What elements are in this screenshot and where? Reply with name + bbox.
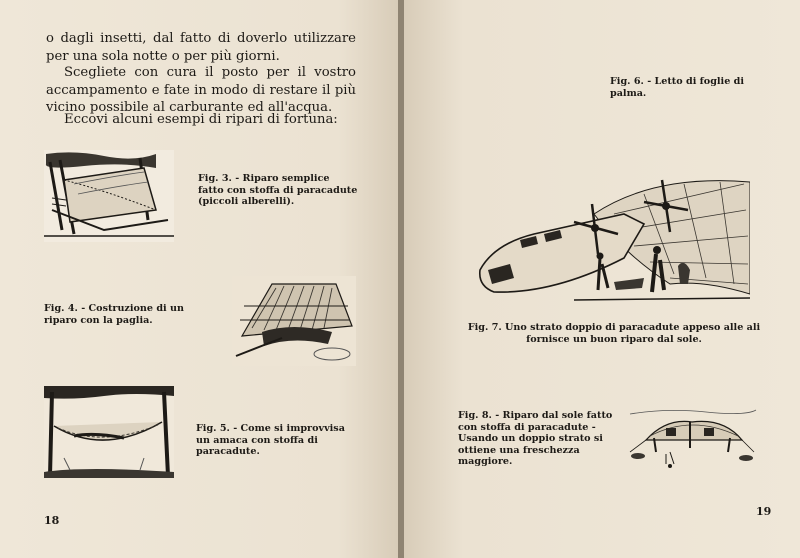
fig4-straw-shelter-illustration: [232, 276, 356, 366]
fig5-text: Come si improvvisa un amaca con stoffa di paracadute.: [196, 423, 345, 457]
fig6-label: Fig. 6. -: [610, 76, 652, 87]
fig7-text: Uno strato doppio di paracadute appeso alle ali fornisce un buon riparo dal sole.: [505, 322, 761, 345]
left-page: [0, 0, 398, 558]
fig7-label: Fig. 7.: [467, 322, 502, 333]
fig5-label: Fig. 5. -: [196, 423, 238, 434]
page-number-right: 19: [756, 505, 772, 518]
paragraph-1: o dagli insetti, dal fatto di doverlo utilizzare per una sola notte o per più giorni.: [46, 31, 356, 64]
fig8-text: Riparo dal sole fatto con stoffa di paracadute - Usando un doppio strato si ottiene una freschezza maggiore.: [458, 410, 613, 467]
fig3-caption: [198, 173, 358, 208]
fig5-caption: [196, 423, 358, 458]
fig4-label: Fig. 4. -: [44, 303, 86, 314]
fig6-caption: [610, 76, 770, 99]
fig4-text: Costruzione di un riparo con la paglia.: [44, 303, 184, 326]
fig3-tent-illustration: [44, 150, 174, 242]
page-number-left: 18: [44, 514, 60, 527]
fig4-caption: [44, 303, 204, 326]
fig5-hammock-illustration: [44, 386, 174, 478]
fig8-sun-shelter-illustration: [626, 404, 758, 470]
fig6-text: Letto di foglie di palma.: [610, 76, 744, 99]
fig7-caption: [464, 322, 764, 345]
fig3-text: Riparo semplice fatto con stoffa di paracadute (piccoli alberelli).: [198, 173, 358, 207]
paragraph-3: Eccovi alcuni esempi di ripari di fortuna:: [64, 112, 338, 127]
fig7-aircraft-shelter-illustration: [474, 174, 750, 306]
fig8-label: Fig. 8. -: [458, 410, 500, 421]
paragraph-2: Scegliete con cura il posto per il vostro accampamento e fate in modo di restare il più vicino possibile al carburante ed all'acqua.: [46, 65, 356, 115]
fig3-label: Fig. 3. -: [198, 173, 240, 184]
right-page: [404, 0, 800, 558]
fig8-caption: [458, 410, 616, 468]
